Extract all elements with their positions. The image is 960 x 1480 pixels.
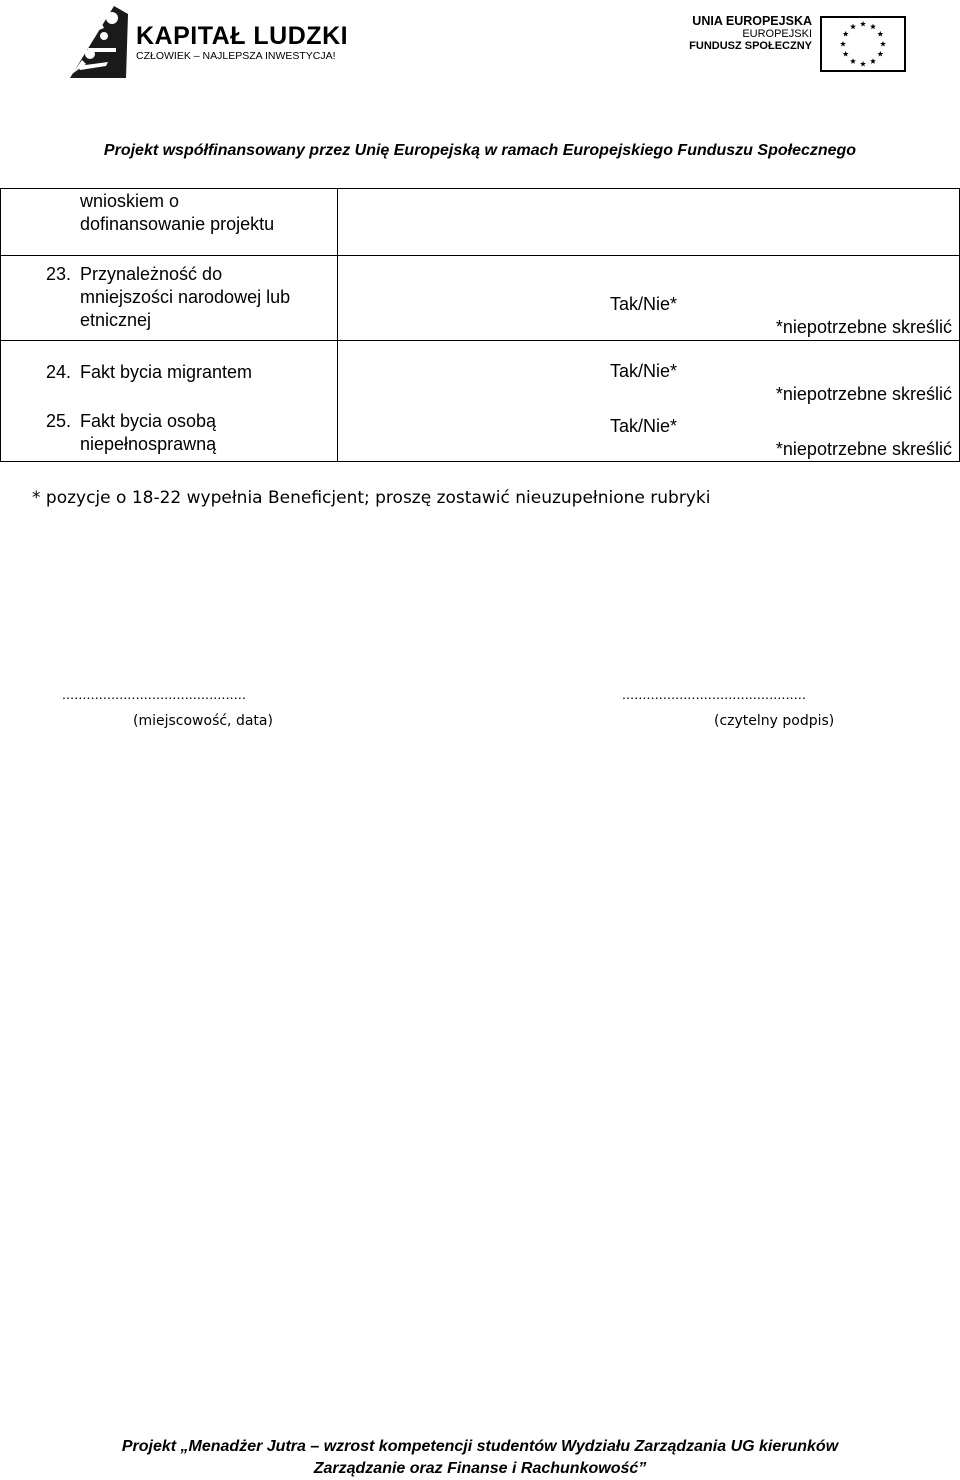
row24-number: 24.	[46, 362, 72, 382]
row23-label-line1: Przynależność do	[80, 264, 223, 284]
table-column-divider	[337, 188, 338, 462]
form-table	[0, 188, 960, 462]
signature-caption: (czytelny podpis)	[714, 713, 835, 729]
eu-logo-line1: UNIA EUROPEJSKA	[692, 14, 812, 28]
project-heading: Projekt współfinansowany przez Unię Europejską w ramach Europejskiego Funduszu Społecznego	[103, 142, 857, 159]
row25-note: *niepotrzebne skreślić	[775, 439, 952, 459]
footnote: * pozycje o 18-22 wypełnia Beneficjent; proszę zostawić nieuzupełnione rubryki	[32, 488, 711, 508]
row24-note: *niepotrzebne skreślić	[775, 384, 952, 404]
table-row-divider	[0, 340, 960, 341]
row23-label-line2: mniejszości narodowej lub	[80, 287, 291, 307]
eu-flag-icon	[820, 16, 906, 72]
row23-number: 23.	[46, 264, 72, 284]
table-border-left	[0, 188, 1, 462]
kapital-ludzki-title: KAPITAŁ LUDZKI	[136, 22, 349, 50]
place-date-caption: (miejscowość, data)	[133, 713, 273, 729]
kapital-ludzki-subtitle: CZŁOWIEK – NAJLEPSZA INWESTYCJA!	[136, 50, 336, 62]
eu-logo-text	[685, 14, 812, 53]
footer-line2: Zarządzanie oraz Finanse i Rachunkowość”	[313, 1460, 647, 1477]
row25-number: 25.	[46, 411, 72, 431]
row0-label-line1: wnioskiem o	[80, 191, 180, 211]
row24-value: Tak/Nie*	[610, 361, 678, 381]
table-border-bottom	[0, 461, 960, 462]
row25-value: Tak/Nie*	[610, 416, 678, 436]
row0-label-line2: dofinansowanie projektu	[80, 214, 275, 234]
row24-label-line1: Fakt bycia migrantem	[80, 362, 253, 382]
row25-label-line2: niepełnosprawną	[80, 434, 217, 454]
kapital-ludzki-logo	[68, 4, 130, 80]
table-border-top	[0, 188, 960, 189]
signature-line: .............................................	[622, 686, 807, 702]
row23-note: *niepotrzebne skreślić	[775, 317, 952, 337]
row23-value: Tak/Nie*	[610, 294, 678, 314]
row25-label-line1: Fakt bycia osobą	[80, 411, 217, 431]
eu-logo-line2: EUROPEJSKI	[742, 28, 812, 40]
page-footer	[0, 1436, 960, 1480]
row23-label-line3: etnicznej	[80, 310, 152, 330]
eu-logo-line3: FUNDUSZ SPOŁECZNY	[689, 40, 812, 52]
footer-line1: Projekt „Menadżer Jutra – wzrost kompetencji studentów Wydziału Zarządzania UG kierunków	[121, 1438, 839, 1455]
table-row-divider	[0, 255, 960, 256]
place-date-line: .............................................	[62, 686, 247, 702]
